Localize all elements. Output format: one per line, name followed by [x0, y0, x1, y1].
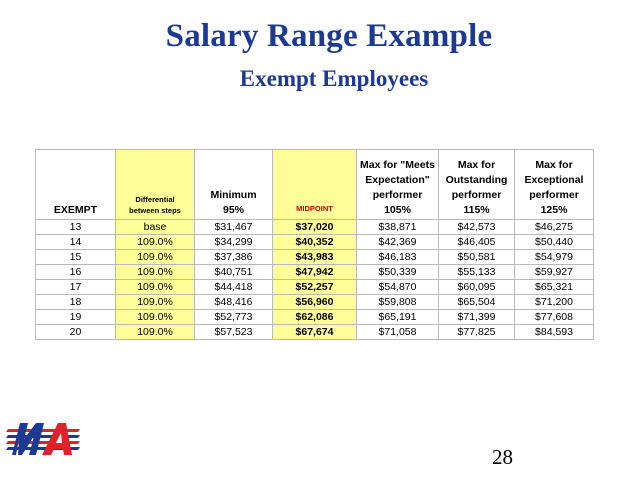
header-exempt	[36, 150, 116, 220]
cell-minimum: $31,467	[195, 220, 273, 235]
cell-outstanding-max: $55,133	[439, 265, 515, 280]
header-exceptional	[515, 150, 594, 220]
header-meets-line3: performer	[372, 189, 423, 201]
cell-meets-max: $59,808	[357, 295, 439, 310]
cell-grade: 16	[36, 265, 116, 280]
cell-outstanding-max: $60,095	[439, 280, 515, 295]
header-outstanding	[439, 150, 515, 220]
cell-minimum: $52,773	[195, 310, 273, 325]
company-logo-graphic	[2, 415, 86, 465]
cell-meets-max: $42,369	[357, 235, 439, 250]
cell-exceptional-max: $65,321	[515, 280, 594, 295]
table-row	[36, 295, 594, 310]
cell-midpoint: $40,352	[273, 235, 357, 250]
header-exceptional-line1: Max for	[535, 159, 573, 171]
cell-outstanding-max: $42,573	[439, 220, 515, 235]
header-exceptional-line4: 125%	[540, 204, 568, 216]
header-outstanding-line2: Outstanding	[445, 174, 508, 186]
table-row	[36, 220, 594, 235]
cell-grade: 13	[36, 220, 116, 235]
cell-differential: 109.0%	[116, 235, 195, 250]
header-meets-line4: 105%	[384, 204, 411, 216]
table-row	[36, 325, 594, 340]
header-differential-line2: between steps	[129, 206, 181, 215]
header-exceptional-line3: performer	[529, 189, 579, 201]
header-midpoint	[273, 150, 357, 220]
header-meets-line2: Expectation"	[365, 174, 430, 186]
table-header-row	[36, 150, 594, 220]
header-differential	[116, 150, 195, 220]
header-meets-line1: Max for "Meets	[360, 159, 435, 171]
cell-midpoint: $56,960	[273, 295, 357, 310]
slide-subtitle	[0, 66, 638, 92]
header-exceptional-line2: Exceptional	[524, 174, 584, 186]
cell-midpoint: $62,086	[273, 310, 357, 325]
cell-outstanding-max: $65,504	[439, 295, 515, 310]
cell-grade: 14	[36, 235, 116, 250]
table-row	[36, 235, 594, 250]
cell-exceptional-max: $59,927	[515, 265, 594, 280]
cell-meets-max: $38,871	[357, 220, 439, 235]
cell-minimum: $34,299	[195, 235, 273, 250]
slide-title-text: Salary Range Example	[165, 18, 493, 54]
cell-differential: 109.0%	[116, 265, 195, 280]
cell-minimum: $37,386	[195, 250, 273, 265]
cell-minimum: $57,523	[195, 325, 273, 340]
header-minimum-line2: 95%	[222, 204, 244, 216]
cell-exceptional-max: $71,200	[515, 295, 594, 310]
cell-differential: base	[116, 220, 195, 235]
cell-outstanding-max: $46,405	[439, 235, 515, 250]
cell-differential: 109.0%	[116, 280, 195, 295]
cell-differential: 109.0%	[116, 295, 195, 310]
cell-midpoint: $52,257	[273, 280, 357, 295]
cell-grade: 18	[36, 295, 116, 310]
company-logo-icon	[2, 415, 86, 465]
header-minimum-line1: Minimum	[210, 189, 257, 201]
slide-subtitle-text: Exempt Employees	[239, 66, 429, 91]
header-outstanding-line3: performer	[451, 189, 502, 201]
cell-outstanding-max: $77,825	[439, 325, 515, 340]
cell-meets-max: $46,183	[357, 250, 439, 265]
cell-midpoint: $47,942	[273, 265, 357, 280]
cell-exceptional-max: $54,979	[515, 250, 594, 265]
cell-grade: 15	[36, 250, 116, 265]
header-outstanding-line1: Max for	[457, 159, 496, 171]
cell-differential: 109.0%	[116, 250, 195, 265]
table-row	[36, 250, 594, 265]
header-outstanding-line4: 115%	[463, 204, 490, 216]
header-meets	[357, 150, 439, 220]
cell-exceptional-max: $50,440	[515, 235, 594, 250]
cell-meets-max: $54,870	[357, 280, 439, 295]
cell-minimum: $48,416	[195, 295, 273, 310]
cell-midpoint: $43,983	[273, 250, 357, 265]
cell-exceptional-max: $84,593	[515, 325, 594, 340]
page-number: 28	[492, 445, 513, 469]
cell-outstanding-max: $71,399	[439, 310, 515, 325]
header-midpoint-label: MIDPOINT	[296, 204, 333, 213]
cell-midpoint: $37,020	[273, 220, 357, 235]
cell-minimum: $40,751	[195, 265, 273, 280]
cell-differential: 109.0%	[116, 325, 195, 340]
cell-grade: 17	[36, 280, 116, 295]
header-differential-line1: Differential	[135, 195, 175, 204]
table-row	[36, 265, 594, 280]
cell-differential: 109.0%	[116, 310, 195, 325]
cell-grade: 19	[36, 310, 116, 325]
cell-meets-max: $50,339	[357, 265, 439, 280]
cell-midpoint: $67,674	[273, 325, 357, 340]
table-row	[36, 310, 594, 325]
slide-title	[0, 18, 638, 55]
cell-minimum: $44,418	[195, 280, 273, 295]
header-minimum	[195, 150, 273, 220]
cell-exceptional-max: $77,608	[515, 310, 594, 325]
cell-meets-max: $71,058	[357, 325, 439, 340]
header-exempt-label: EXEMPT	[53, 204, 98, 216]
cell-meets-max: $65,191	[357, 310, 439, 325]
cell-exceptional-max: $46,275	[515, 220, 594, 235]
salary-range-table	[35, 149, 594, 340]
cell-grade: 20	[36, 325, 116, 340]
cell-outstanding-max: $50,581	[439, 250, 515, 265]
table-row	[36, 280, 594, 295]
